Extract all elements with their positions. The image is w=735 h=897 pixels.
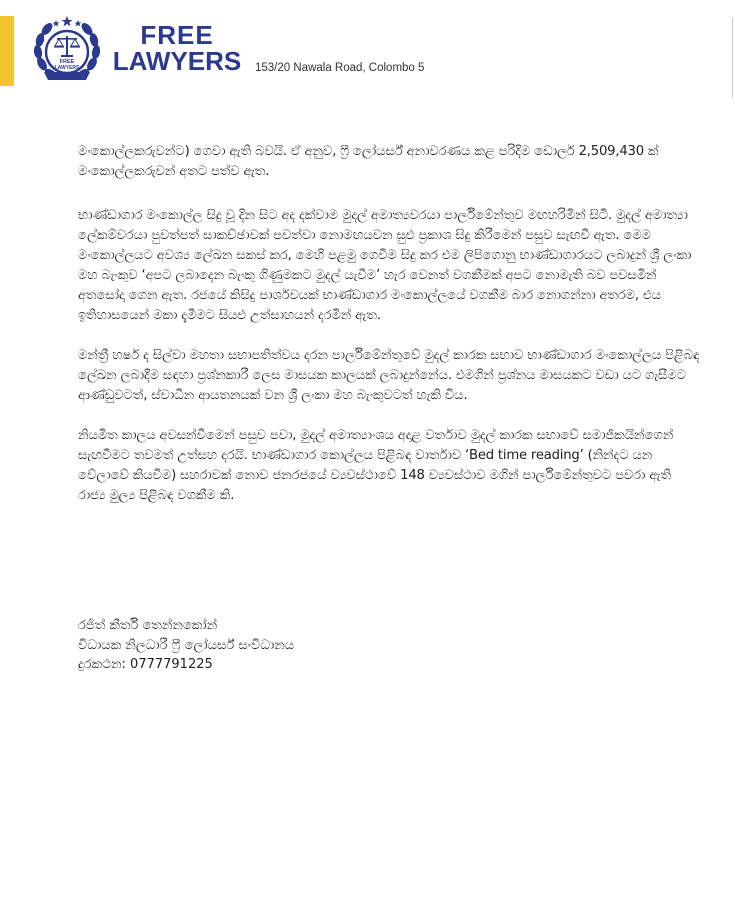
signatory-name: රජිත් කීර්ති තෙන්නකෝන්	[78, 618, 218, 633]
signatory-title: විධායක නිලධාරී ෆ්‍රී ලෝයර්ස් සංවිධානය	[78, 637, 295, 653]
brand-name	[112, 22, 242, 74]
logo-text-lawyers: LAWYERS	[54, 65, 80, 71]
paragraph-4: නියමිත කාලය අවසන්වීමෙන් පසුව පවා, මුදල් අමාත්‍යාංශය අදාළ වර්තාව මුදල් කාරක සභාවේ සමාජිකයින්ගෙන් සැඟවීමට තවමත් උත්සහ දරයි. භාණ්ඩාගාර කොල්ලය පිළිබඳ වාර්තාව ‘Bed time reading’ (නින්දට යන වේලාවේ කියවීම) සහරාවක් නොව ජනරජයේ ව්‍යවස්ථාවේ 148 ව්‍යවස්ථාව මගින් පාර්ලිමේන්තුවට පවරා ඇති රාජ්‍ය මුල්‍ය පිළිබඳ වගකීම කි.	[78, 428, 674, 503]
brand-line-lawyers: LAWYERS	[112, 46, 242, 76]
paragraph-3: මන්ත්‍රී හර්ෂ ද සිල්වා මහතා සභාපතිත්වය දරන පාර්ලිමේන්තුවේ මුදල් කාරක සභාව භාණ්ඩාගාර මංකොල්ලය පිළිබඳ ලේඛන ලබාදීම සඳහා ප්‍රශ්නකාරී ලෙස මාසයක කාලයක් ලබාදුන්නේය. එමගින් ප්‍රශ්නය මාසයකට වඩා යට ගැසීමට ආණ්ඩුවටත්, ස්වාධීන ආයතනයක් වන ශ්‍රී ලංකා මහ බැංකුවටත් හැකි විය.	[78, 348, 700, 403]
signatory-phone: දුරකථන: 0777791225	[78, 657, 213, 672]
logo-text-free: FREE	[59, 59, 75, 65]
signature-block	[78, 616, 294, 675]
letter-body	[78, 142, 700, 530]
logo-emblem	[30, 14, 104, 86]
paragraph-2: භාණ්ඩාගාර මංකොල්ල සිදු වූ දින සිට අද දක්වාම මුදල් අමාත්‍යවරයා පාර්ලිමේන්තුව මඟහරිමින් සිටී. මුදල් අමාත්‍යා ලේකම්වරයා පුවත්පත් සාකච්ඡාවක් පවත්වා නොමඟයවන සුළු ප්‍රකාශ සිදු කිරීමෙන් පසුව සැඟවී ඇත. මෙම මංකොල්ලයට අවශ්‍ය ලේඛන සකස් කර, මෙහි පළමු ගෙවීම සිදු කර එම ලිපිගොනු භාණ්ඩාගාරයට ලබාදුන් ශ්‍රී ලංකා මහ බැංකුව ‘අපට ලබාදෙන බැංකු ගිණුමකට මුදල් යැවීම’ හැර වෙනත් වගකීමක් අපට නොමැති බව පවසමින් අතසෝදා ගෙන ඇත. රජයේ කිසිදු පාර්ශවයක් භාණ්ඩාගාර මංකොල්ලයේ වගකීම බාර නොගන්නා අතරම, එය ඉතිහාසයෙන් මකා දැමීමට සියළු උත්සාහයන් දරමින් ඇත.	[78, 208, 692, 323]
office-address: 153/20 Nawala Road, Colombo 5	[255, 62, 425, 74]
paragraph-1: මංකොල්ලකරුවන්ට) ගෙවා ඇති බවයි. ඒ අනුව, ෆ්‍රී ලෝයර්ස් අනාවරණය කළ පරිදිම ඩොලර් 2,509,430 ක් මංකොල්ලකරුවන් අතට පත්ව ඇත.	[78, 144, 659, 179]
header-divider	[732, 18, 733, 98]
accent-bar	[0, 16, 14, 86]
brand-line-free: FREE	[140, 20, 214, 50]
